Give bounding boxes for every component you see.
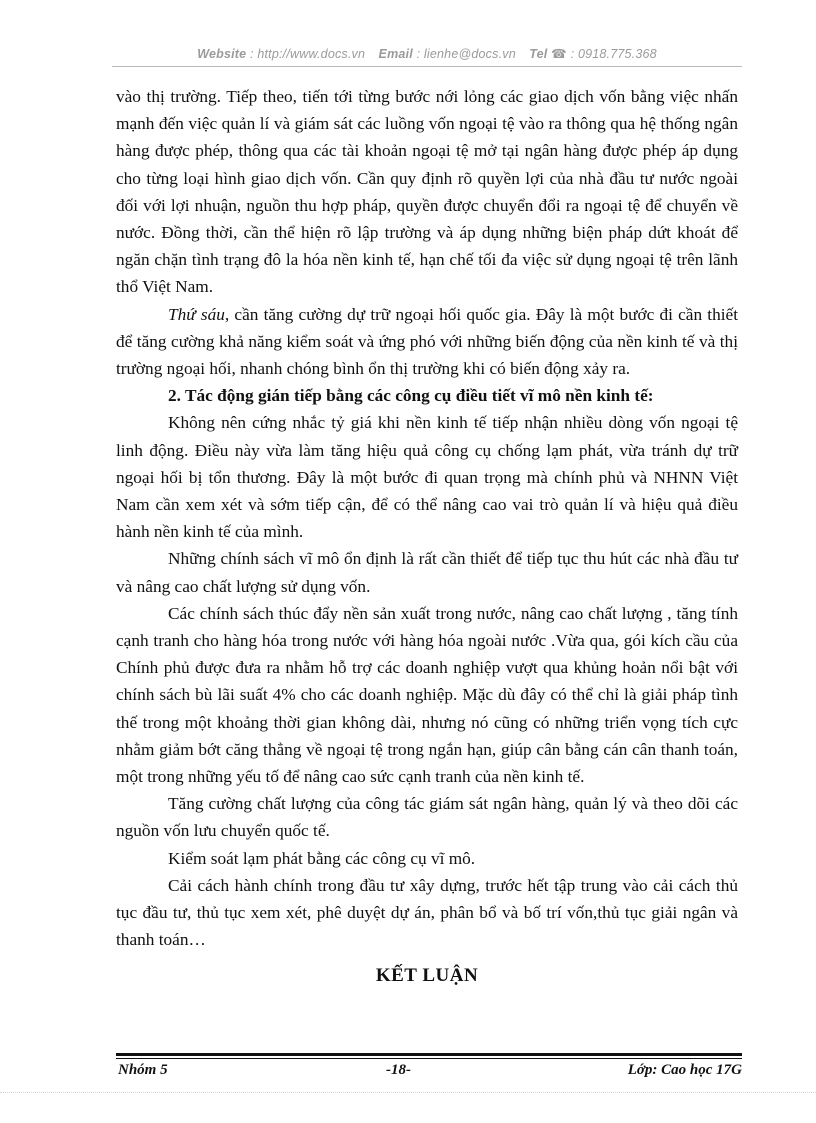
footer-divider-thick	[116, 1053, 742, 1056]
paragraph: Không nên cứng nhắc tỷ giá khi nền kinh tế tiếp nhận nhiều dòng vốn ngoại tệ linh động. Điều này vừa làm tăng hiệu quả công cụ chống lạm phát, vừa tránh dự trữ ngoại hối bị tổn thương. Đây là một bước đi quan trọng mà chính phủ và NHNN Việt Nam cần xem xét và sớm tiếp cận, để có thể nâng cao vai trò quản lí và hiệu quả điều hành nền kinh tế của mình.	[116, 413, 738, 542]
page-header	[112, 46, 742, 68]
tel-label: Tel	[529, 47, 548, 61]
conclusion-heading: KẾT LUẬN	[375, 964, 479, 986]
paragraph: Cải cách hành chính trong đầu tư xây dựng, trước hết tập trung vào cải cách thủ tục đầu tư, thủ tục xem xét, phê duyệt dự án, phân bổ và bố trí vốn,thủ tục giải ngân và thanh toán…	[116, 875, 738, 950]
email-value: : lienhe@docs.vn	[416, 47, 516, 61]
website-value: : http://www.docs.vn	[249, 47, 366, 61]
page-edge	[0, 1092, 816, 1093]
paragraph: Tăng cường chất lượng của công tác giám sát ngân hàng, quản lý và theo dõi các nguồn vốn lưu chuyển quốc tế.	[116, 794, 738, 841]
page-number: -18-	[386, 1062, 411, 1078]
page-footer	[118, 1062, 742, 1080]
website-label: Website	[197, 47, 247, 61]
document-body	[116, 83, 738, 989]
paragraph	[116, 301, 738, 383]
phone-icon: ☎	[551, 47, 567, 61]
paragraph: Những chính sách vĩ mô ổn định là rất cần thiết để tiếp tục thu hút các nhà đầu tư và nâng cao chất lượng sử dụng vốn.	[116, 549, 738, 596]
emphasis-text: Thứ sáu	[168, 304, 225, 324]
paragraph-text: , cần tăng cường dự trữ ngoại hối quốc gia. Đây là một bước đi cần thiết để tăng cường khả năng kiểm soát và ứng phó với những biến động của nền kinh tế và thị trường ngoại hối, nhanh chóng bình ổn thị trường khi có biến động xảy ra.	[116, 304, 738, 379]
paragraph: Kiểm soát lạm phát bằng các công cụ vĩ mô.	[168, 848, 476, 868]
email-label: Email	[378, 47, 413, 61]
section-heading: 2. Tác động gián tiếp bằng các công cụ điều tiết vĩ mô nền kinh tế:	[168, 386, 654, 406]
footer-group: Nhóm 5	[118, 1062, 168, 1078]
paragraph: vào thị trường. Tiếp theo, tiến tới từng bước nới lỏng các giao dịch vốn bằng việc nhấn mạnh đến việc quản lí và giám sát các luồng vốn ngoại tệ vào ra thông qua hệ thống ngân hàng được phép, thông qua các tài khoản ngoại tệ mở tại ngân hàng được phép áp dụng cho từng loại hình giao dịch vốn. Cần quy định rõ quyền lợi của nhà đầu tư nước ngoài đối với lợi nhuận, nguồn thu hợp pháp, quyền được chuyển đổi ra ngoại tệ để chuyển về nước. Đồng thời, cần thể hiện rõ lập trường và áp dụng những biện pháp dứt khoát để ngăn chặn tình trạng đô la hóa nền kinh tế, hạn chế tối đa việc sử dụng ngoại tệ trên lãnh thổ Việt Nam.	[116, 87, 738, 297]
tel-value: : 0918.775.368	[570, 47, 657, 61]
header-divider	[112, 66, 742, 67]
paragraph: Các chính sách thúc đẩy nền sản xuất trong nước, nâng cao chất lượng , tăng tính cạnh tranh cho hàng hóa trong nước với hàng hóa ngoài nước .Vừa qua, gói kích cầu của Chính phủ được đưa ra nhằm hỗ trợ các doanh nghiệp vượt qua khủng hoản nổi bật với chính sách bù lãi suất 4% cho các doanh nghiệp. Mặc dù đây có thể chỉ là giải pháp tình thế trong một khoảng thời gian không dài, nhưng nó cũng có những triển vọng tích cực nhằm giảm bớt căng thẳng về ngoại tệ trong ngắn hạn, giúp cân bằng cán cân thanh toán, một trong những yếu tố để nâng cao sức cạnh tranh của nền kinh tế.	[116, 603, 738, 787]
footer-divider-thin	[116, 1058, 742, 1059]
footer-class: Lớp: Cao học 17G	[627, 1062, 742, 1078]
